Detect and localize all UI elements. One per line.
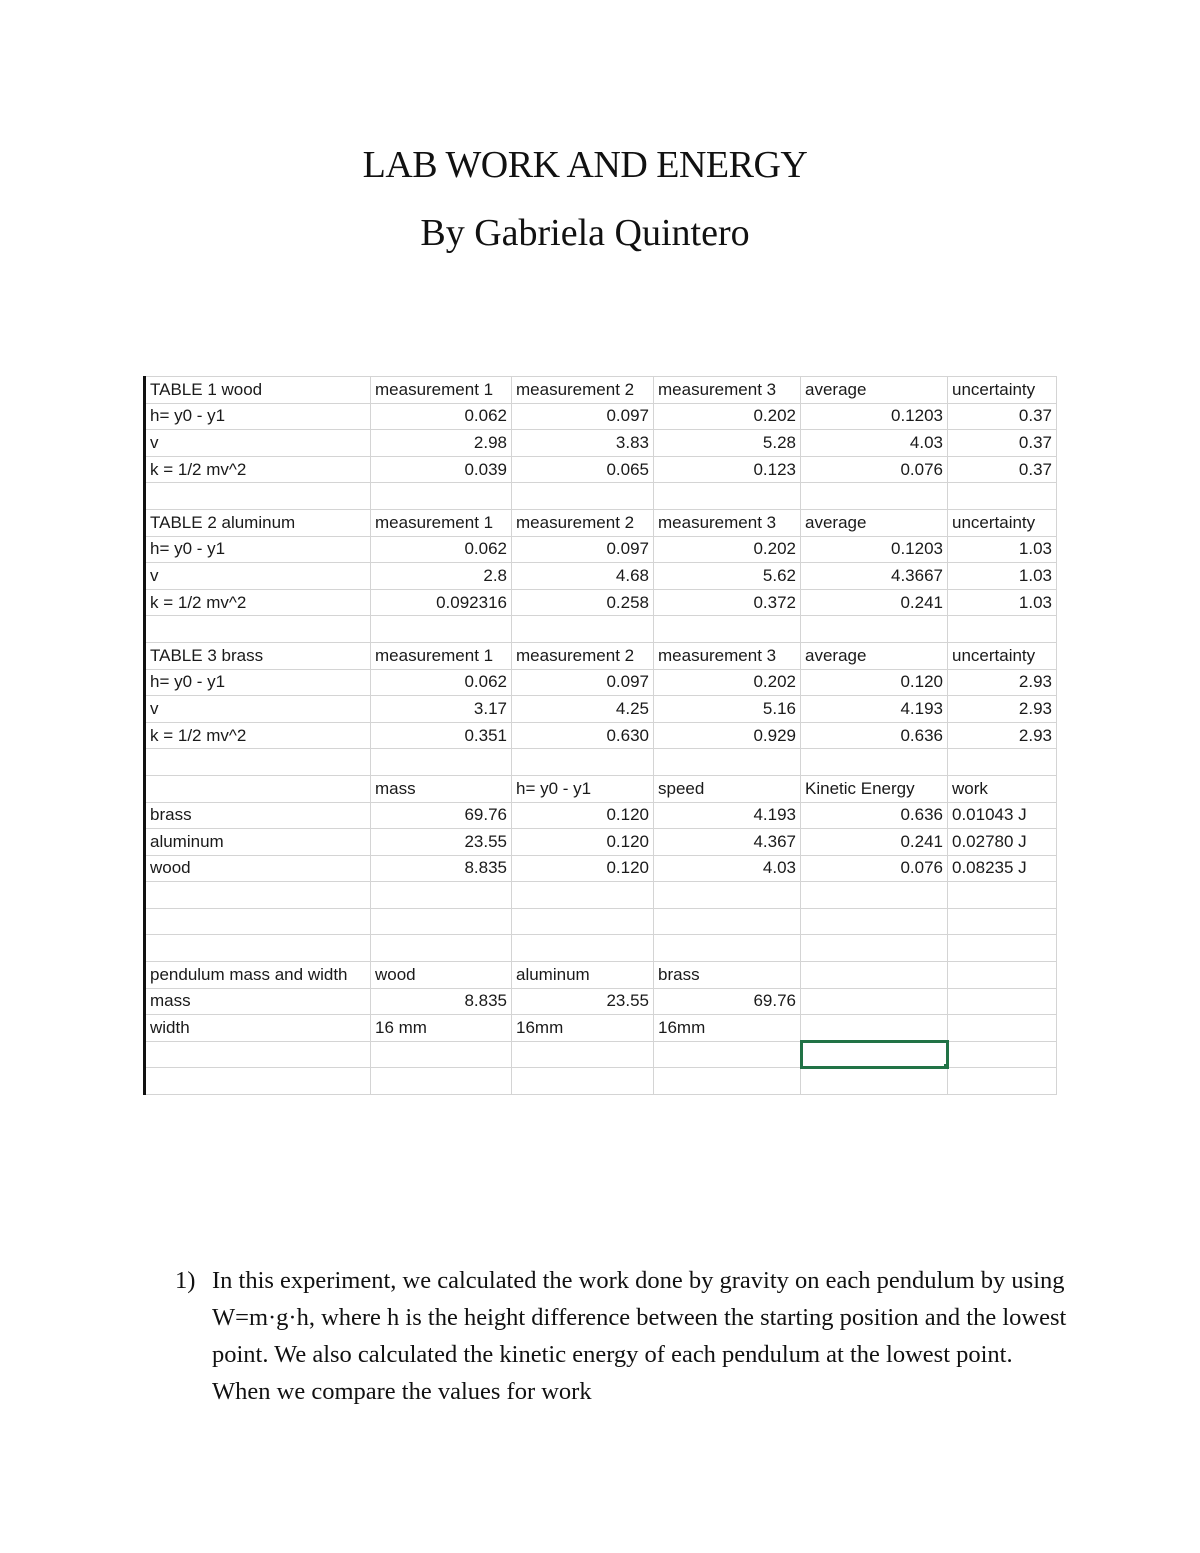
table-cell[interactable] bbox=[801, 1015, 948, 1042]
table-cell[interactable]: 0.039 bbox=[371, 456, 512, 483]
table-cell[interactable]: 1.03 bbox=[948, 536, 1057, 563]
table-cell[interactable]: 0.37 bbox=[948, 403, 1057, 430]
table-cell[interactable]: 0.258 bbox=[512, 589, 654, 616]
table-cell[interactable] bbox=[371, 908, 512, 935]
table-cell[interactable]: 8.835 bbox=[371, 855, 512, 882]
table-cell[interactable]: 16 mm bbox=[371, 1015, 512, 1042]
table-row bbox=[145, 589, 1057, 616]
data-spreadsheet bbox=[143, 376, 1057, 1095]
table-cell[interactable]: measurement 1 bbox=[371, 509, 512, 536]
table-cell[interactable] bbox=[948, 1068, 1057, 1095]
table-cell[interactable] bbox=[948, 908, 1057, 935]
table-cell[interactable]: average bbox=[801, 509, 948, 536]
table-cell[interactable]: 0.062 bbox=[371, 669, 512, 696]
table-cell[interactable]: width bbox=[145, 1015, 371, 1042]
table-row bbox=[145, 962, 1057, 989]
table-cell[interactable] bbox=[948, 1015, 1057, 1042]
table-cell[interactable]: work bbox=[948, 775, 1057, 802]
table-cell[interactable]: 2.93 bbox=[948, 669, 1057, 696]
table-cell[interactable]: aluminum bbox=[512, 962, 654, 989]
table-cell[interactable]: 0.636 bbox=[801, 722, 948, 749]
table-row bbox=[145, 669, 1057, 696]
table-cell[interactable]: h= y0 - y1 bbox=[145, 669, 371, 696]
table-cell[interactable]: 1.03 bbox=[948, 589, 1057, 616]
table-cell[interactable]: mass bbox=[145, 988, 371, 1015]
table-cell[interactable] bbox=[145, 908, 371, 935]
table-cell[interactable]: wood bbox=[371, 962, 512, 989]
table-row bbox=[145, 616, 1057, 643]
table-cell[interactable]: 0.351 bbox=[371, 722, 512, 749]
table-row bbox=[145, 696, 1057, 723]
table-row bbox=[145, 563, 1057, 590]
table-row bbox=[145, 509, 1057, 536]
table-row bbox=[145, 1015, 1057, 1042]
table-cell[interactable]: 0.120 bbox=[512, 855, 654, 882]
table-cell[interactable]: measurement 1 bbox=[371, 377, 512, 404]
table-row bbox=[145, 403, 1057, 430]
table-cell[interactable]: 0.37 bbox=[948, 456, 1057, 483]
table-row bbox=[145, 1041, 1057, 1068]
table-cell[interactable]: 0.123 bbox=[654, 456, 801, 483]
table-row bbox=[145, 829, 1057, 856]
table-cell[interactable]: 2.93 bbox=[948, 722, 1057, 749]
table-cell[interactable] bbox=[801, 908, 948, 935]
table-cell[interactable] bbox=[801, 962, 948, 989]
table-cell[interactable]: 0.202 bbox=[654, 536, 801, 563]
table-cell[interactable] bbox=[512, 749, 654, 776]
table-cell[interactable] bbox=[801, 616, 948, 643]
table-cell[interactable]: 0.01043 J bbox=[948, 802, 1057, 829]
table-cell[interactable]: v bbox=[145, 696, 371, 723]
table-cell[interactable] bbox=[654, 935, 801, 962]
table-cell[interactable]: Kinetic Energy bbox=[801, 775, 948, 802]
table-cell[interactable] bbox=[145, 1068, 371, 1095]
table-cell[interactable]: wood bbox=[145, 855, 371, 882]
table-cell[interactable]: 0.1203 bbox=[801, 403, 948, 430]
table-cell[interactable] bbox=[948, 616, 1057, 643]
table-row bbox=[145, 377, 1057, 404]
table-cell[interactable]: measurement 1 bbox=[371, 642, 512, 669]
table-cell[interactable]: 5.62 bbox=[654, 563, 801, 590]
table-cell[interactable]: v bbox=[145, 430, 371, 457]
table-cell[interactable] bbox=[512, 616, 654, 643]
table-row bbox=[145, 855, 1057, 882]
table-cell[interactable] bbox=[512, 1068, 654, 1095]
table-cell[interactable]: 4.193 bbox=[801, 696, 948, 723]
table-cell[interactable]: TABLE 3 brass bbox=[145, 642, 371, 669]
table-cell[interactable]: measurement 2 bbox=[512, 642, 654, 669]
table-row bbox=[145, 749, 1057, 776]
table-cell[interactable]: 1.03 bbox=[948, 563, 1057, 590]
table-cell[interactable]: 0.630 bbox=[512, 722, 654, 749]
table-cell[interactable] bbox=[371, 749, 512, 776]
table-cell[interactable] bbox=[145, 775, 371, 802]
table-cell[interactable]: h= y0 - y1 bbox=[145, 536, 371, 563]
table-cell[interactable]: 69.76 bbox=[371, 802, 512, 829]
table-cell[interactable] bbox=[654, 882, 801, 909]
table-cell[interactable]: k = 1/2 mv^2 bbox=[145, 456, 371, 483]
question-text: In this experiment, we calculated the work done by gravity on each pendulum by using W=m·g·h, where h is the height difference between the starting position and the lowest point. We also calculated the kinetic energy of each pendulum at the lowest point. When we compare the values for work bbox=[212, 1267, 1067, 1405]
table-cell[interactable]: 0.08235 J bbox=[948, 855, 1057, 882]
table-cell[interactable]: 0.076 bbox=[801, 456, 948, 483]
table-cell[interactable]: 0.120 bbox=[801, 669, 948, 696]
table-cell[interactable]: 0.062 bbox=[371, 536, 512, 563]
table-cell[interactable]: 8.835 bbox=[371, 988, 512, 1015]
table-cell[interactable]: 0.372 bbox=[654, 589, 801, 616]
table-cell[interactable]: average bbox=[801, 642, 948, 669]
table-cell[interactable]: 0.120 bbox=[512, 802, 654, 829]
table-row bbox=[145, 1068, 1057, 1095]
table-cell[interactable] bbox=[654, 749, 801, 776]
table-cell[interactable]: 0.636 bbox=[801, 802, 948, 829]
table-cell[interactable] bbox=[801, 1068, 948, 1095]
table-cell[interactable]: 0.076 bbox=[801, 855, 948, 882]
table-cell[interactable] bbox=[654, 1041, 801, 1068]
table-cell[interactable] bbox=[512, 882, 654, 909]
table-cell[interactable]: 0.097 bbox=[512, 536, 654, 563]
table-cell[interactable]: 69.76 bbox=[654, 988, 801, 1015]
table-cell[interactable] bbox=[654, 908, 801, 935]
table-cell[interactable]: 5.28 bbox=[654, 430, 801, 457]
table-cell[interactable]: 4.03 bbox=[801, 430, 948, 457]
table-cell[interactable] bbox=[948, 1041, 1057, 1068]
table-row bbox=[145, 802, 1057, 829]
table-cell[interactable]: 0.202 bbox=[654, 403, 801, 430]
table-row bbox=[145, 775, 1057, 802]
table-cell[interactable]: h= y0 - y1 bbox=[512, 775, 654, 802]
table-cell[interactable]: 0.1203 bbox=[801, 536, 948, 563]
table-cell[interactable] bbox=[948, 483, 1057, 510]
table-row bbox=[145, 642, 1057, 669]
table-cell[interactable]: 23.55 bbox=[371, 829, 512, 856]
table-cell[interactable] bbox=[654, 616, 801, 643]
table-cell[interactable] bbox=[948, 935, 1057, 962]
table-cell[interactable]: 2.98 bbox=[371, 430, 512, 457]
table-cell[interactable]: 0.241 bbox=[801, 829, 948, 856]
table-cell[interactable] bbox=[145, 616, 371, 643]
table-row bbox=[145, 935, 1057, 962]
table-cell[interactable]: 0.02780 J bbox=[948, 829, 1057, 856]
table-row bbox=[145, 536, 1057, 563]
table-cell[interactable] bbox=[145, 882, 371, 909]
table-cell[interactable]: 0.241 bbox=[801, 589, 948, 616]
question-1 bbox=[175, 1262, 1075, 1410]
document-author: By Gabriela Quintero bbox=[420, 212, 750, 254]
table-cell[interactable]: v bbox=[145, 563, 371, 590]
table-cell[interactable]: 0.097 bbox=[512, 403, 654, 430]
table-cell[interactable]: 16mm bbox=[512, 1015, 654, 1042]
table-cell[interactable] bbox=[948, 988, 1057, 1015]
table-cell[interactable]: 3.17 bbox=[371, 696, 512, 723]
table-cell[interactable]: 0.929 bbox=[654, 722, 801, 749]
table-cell[interactable] bbox=[371, 483, 512, 510]
question-number: 1) bbox=[175, 1267, 196, 1294]
table-cell[interactable] bbox=[371, 616, 512, 643]
table-cell[interactable]: 16mm bbox=[654, 1015, 801, 1042]
table-cell[interactable]: h= y0 - y1 bbox=[145, 403, 371, 430]
table-row bbox=[145, 483, 1057, 510]
table-cell[interactable] bbox=[948, 749, 1057, 776]
table-cell[interactable]: brass bbox=[654, 962, 801, 989]
table-row bbox=[145, 908, 1057, 935]
table-cell[interactable] bbox=[801, 483, 948, 510]
table-cell[interactable] bbox=[801, 988, 948, 1015]
table-cell[interactable]: k = 1/2 mv^2 bbox=[145, 589, 371, 616]
table-cell[interactable] bbox=[371, 1068, 512, 1095]
table-cell[interactable]: aluminum bbox=[145, 829, 371, 856]
table-cell[interactable] bbox=[512, 935, 654, 962]
table-cell[interactable]: 4.03 bbox=[654, 855, 801, 882]
table-cell[interactable] bbox=[654, 483, 801, 510]
table-cell[interactable]: 0.097 bbox=[512, 669, 654, 696]
table-cell[interactable] bbox=[801, 749, 948, 776]
table-cell[interactable]: 2.8 bbox=[371, 563, 512, 590]
table-cell[interactable]: TABLE 2 aluminum bbox=[145, 509, 371, 536]
table-row bbox=[145, 882, 1057, 909]
table-cell[interactable] bbox=[512, 908, 654, 935]
table-cell[interactable] bbox=[371, 1041, 512, 1068]
table-cell[interactable] bbox=[145, 749, 371, 776]
table-cell[interactable] bbox=[801, 882, 948, 909]
table-row bbox=[145, 456, 1057, 483]
table-cell[interactable] bbox=[371, 882, 512, 909]
table-cell[interactable]: 4.193 bbox=[654, 802, 801, 829]
table-cell[interactable]: k = 1/2 mv^2 bbox=[145, 722, 371, 749]
table-cell[interactable]: measurement 3 bbox=[654, 642, 801, 669]
table-cell[interactable]: 0.092316 bbox=[371, 589, 512, 616]
table-cell[interactable]: 5.16 bbox=[654, 696, 801, 723]
table-cell[interactable] bbox=[145, 935, 371, 962]
table-cell[interactable] bbox=[145, 1041, 371, 1068]
table-cell[interactable] bbox=[145, 483, 371, 510]
selected-cell[interactable] bbox=[801, 1041, 948, 1068]
table-cell[interactable]: 4.68 bbox=[512, 563, 654, 590]
document-title: LAB WORK AND ENERGY bbox=[362, 144, 808, 186]
table-cell[interactable]: 0.120 bbox=[512, 829, 654, 856]
table-cell[interactable] bbox=[512, 1041, 654, 1068]
table-cell[interactable]: 2.93 bbox=[948, 696, 1057, 723]
table-cell[interactable]: uncertainty bbox=[948, 377, 1057, 404]
table-cell[interactable]: 4.367 bbox=[654, 829, 801, 856]
table-cell[interactable] bbox=[948, 882, 1057, 909]
table-cell[interactable]: 3.83 bbox=[512, 430, 654, 457]
table-cell[interactable]: mass bbox=[371, 775, 512, 802]
table-cell[interactable]: 0.065 bbox=[512, 456, 654, 483]
table-cell[interactable]: 4.25 bbox=[512, 696, 654, 723]
table-cell[interactable] bbox=[512, 483, 654, 510]
table-row bbox=[145, 722, 1057, 749]
table-cell[interactable]: average bbox=[801, 377, 948, 404]
table-cell[interactable]: pendulum mass and width bbox=[145, 962, 371, 989]
table-cell[interactable]: measurement 2 bbox=[512, 509, 654, 536]
table-cell[interactable] bbox=[948, 962, 1057, 989]
table-row bbox=[145, 988, 1057, 1015]
table-cell[interactable]: TABLE 1 wood bbox=[145, 377, 371, 404]
table-cell[interactable]: uncertainty bbox=[948, 642, 1057, 669]
table-cell[interactable]: measurement 2 bbox=[512, 377, 654, 404]
table-cell[interactable]: uncertainty bbox=[948, 509, 1057, 536]
table-cell[interactable]: measurement 3 bbox=[654, 377, 801, 404]
table-cell[interactable] bbox=[371, 935, 512, 962]
table-cell[interactable]: measurement 3 bbox=[654, 509, 801, 536]
table-cell[interactable]: speed bbox=[654, 775, 801, 802]
table-cell[interactable]: 0.062 bbox=[371, 403, 512, 430]
table-cell[interactable]: brass bbox=[145, 802, 371, 829]
table-cell[interactable]: 0.37 bbox=[948, 430, 1057, 457]
table-cell[interactable]: 0.202 bbox=[654, 669, 801, 696]
table-cell[interactable]: 4.3667 bbox=[801, 563, 948, 590]
table-cell[interactable]: 23.55 bbox=[512, 988, 654, 1015]
table-cell[interactable] bbox=[801, 935, 948, 962]
table-cell[interactable] bbox=[654, 1068, 801, 1095]
table-row bbox=[145, 430, 1057, 457]
